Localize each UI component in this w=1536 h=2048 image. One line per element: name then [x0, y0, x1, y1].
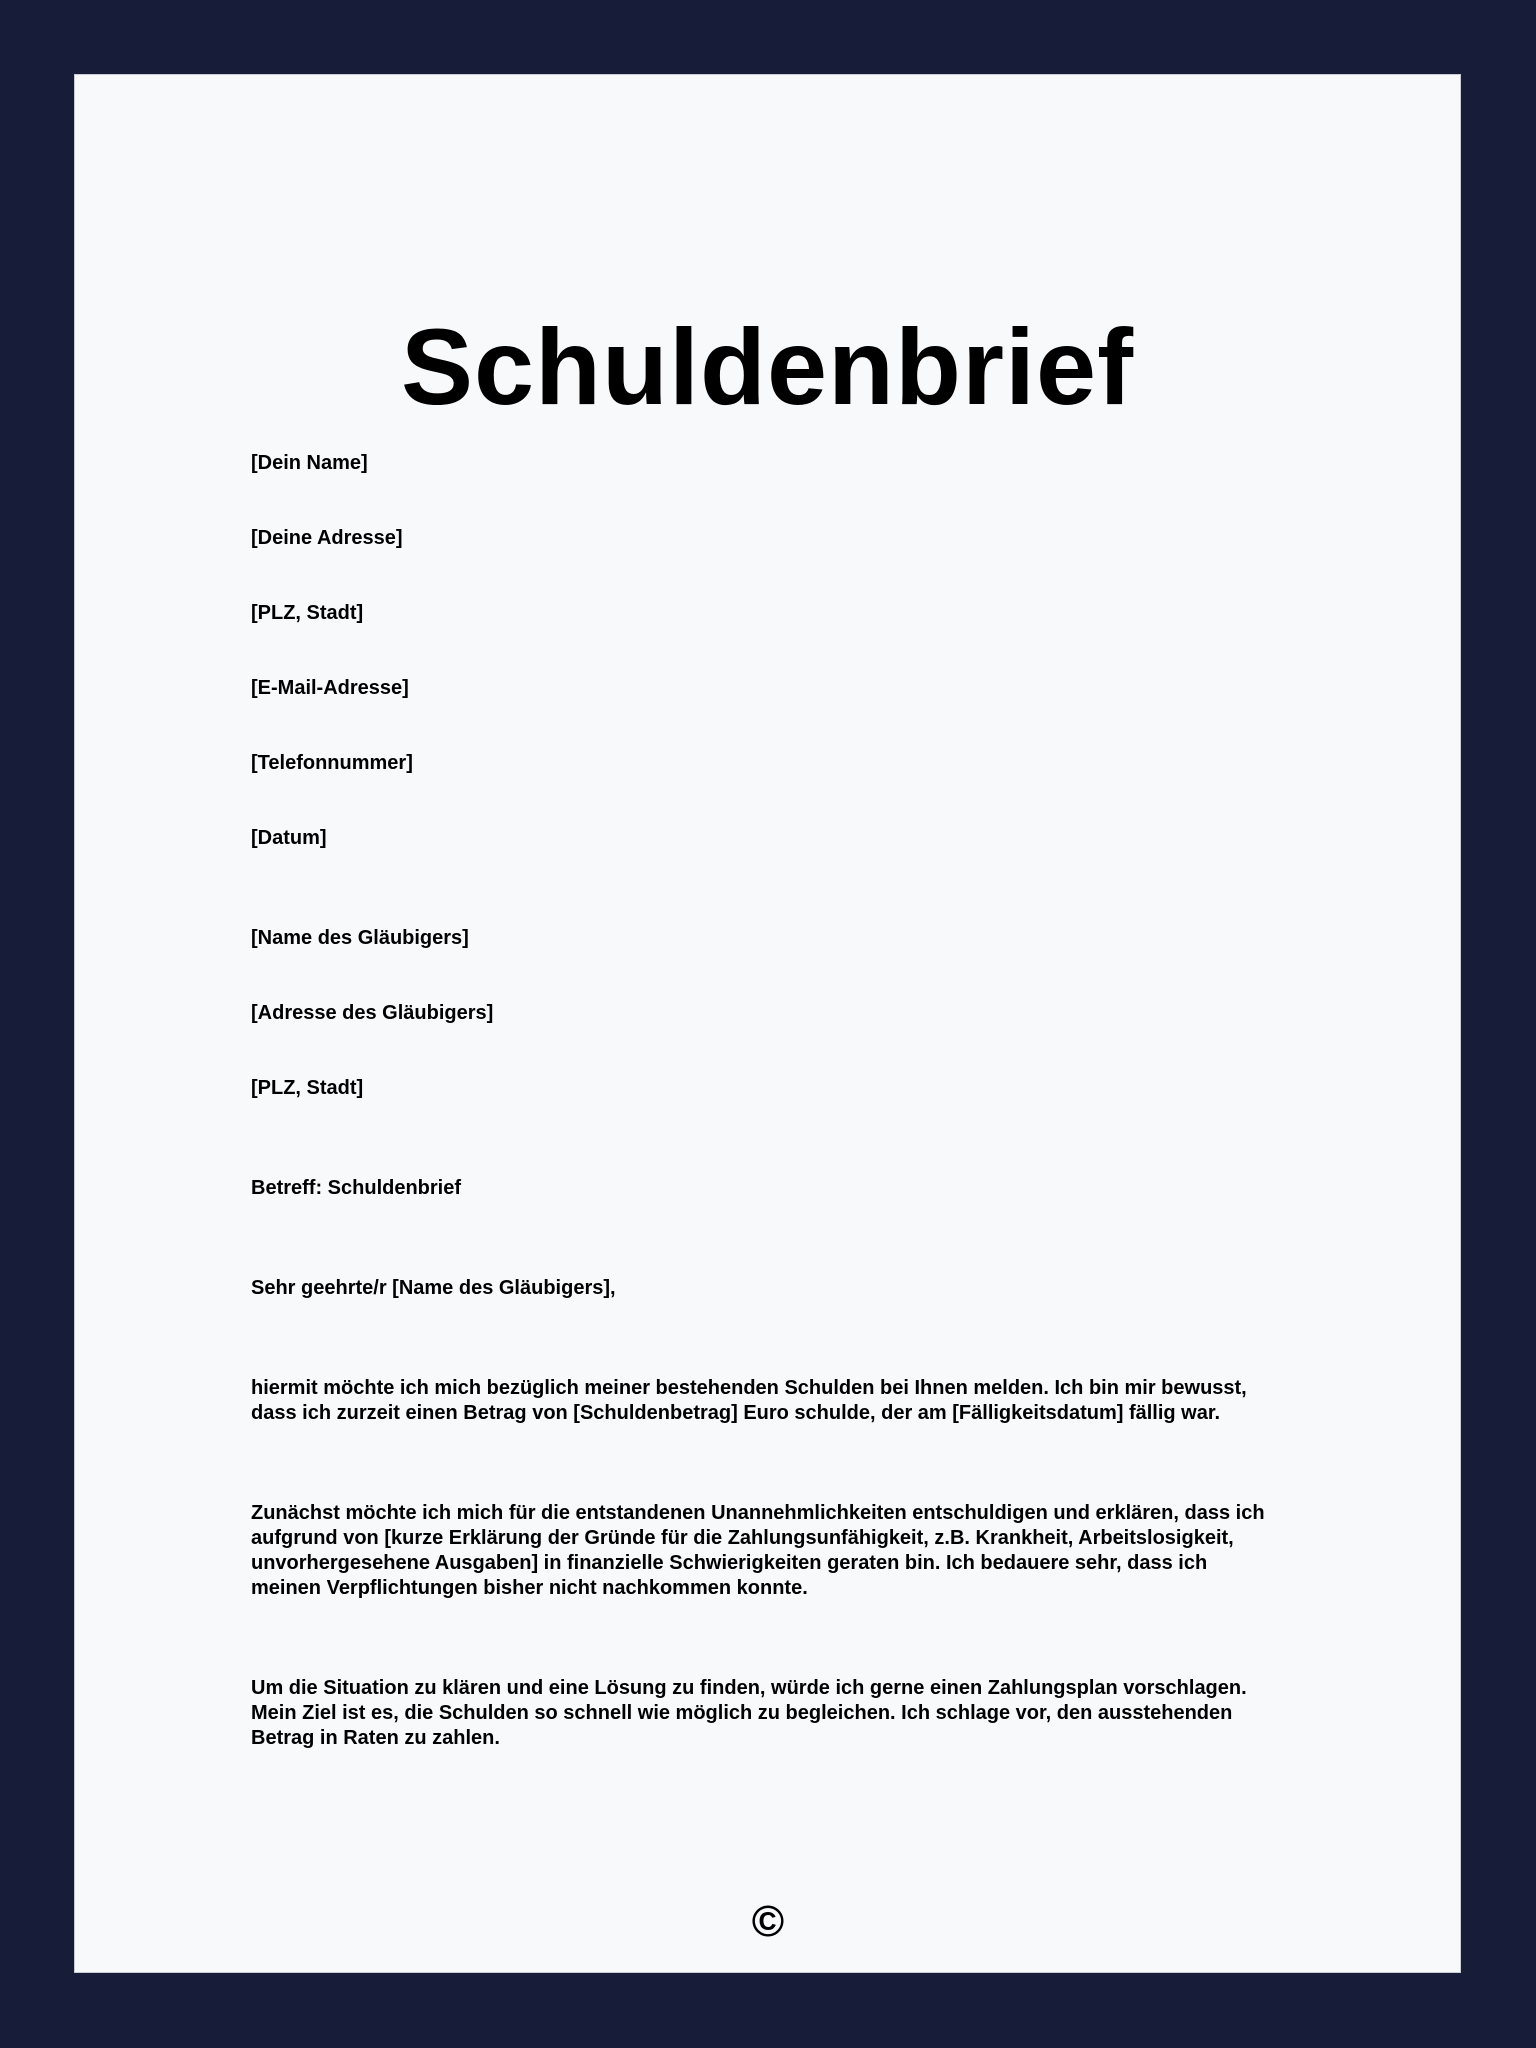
sender-name: [Dein Name]	[251, 452, 368, 474]
recipient-name: [Name des Gläubigers]	[251, 927, 469, 949]
paragraph-line: Mein Ziel ist es, die Schulden so schnell wie möglich zu begleichen. Ich schlage vor, den ausstehenden	[251, 1702, 1233, 1724]
paragraph-line: dass ich zurzeit einen Betrag von [Schuldenbetrag] Euro schulde, der am [Fälligkeitsdatum] fällig war.	[251, 1402, 1221, 1424]
paragraph-line: meinen Verpflichtungen bisher nicht nachkommen konnte.	[251, 1577, 808, 1599]
paragraph-line: hiermit möchte ich mich bezüglich meiner bestehenden Schulden bei Ihnen melden. Ich bin mir bewusst,	[251, 1377, 1247, 1399]
recipient-city: [PLZ, Stadt]	[251, 1077, 364, 1099]
sender-city: [PLZ, Stadt]	[251, 602, 364, 624]
paragraph-line: Um die Situation zu klären und eine Lösung zu finden, würde ich gerne einen Zahlungsplan vorschlagen.	[251, 1677, 1247, 1699]
sender-phone: [Telefonnummer]	[251, 752, 413, 774]
body-paragraph	[251, 1376, 1291, 1426]
sender-email: [E-Mail-Adresse]	[251, 677, 409, 699]
paragraph-line: Betrag in Raten zu zahlen.	[251, 1727, 500, 1749]
letter-date: [Datum]	[251, 827, 327, 849]
body-paragraph	[251, 1676, 1291, 1751]
letter-page	[74, 74, 1461, 1973]
copyright-icon: ©	[751, 1897, 785, 1946]
paragraph-line: unvorhergesehene Ausgaben] in finanzielle Schwierigkeiten geraten bin. Ich bedauere sehr, dass ich	[251, 1552, 1208, 1574]
subject-line: Betreff: Schuldenbrief	[251, 1177, 462, 1199]
document-title: Schuldenbrief	[400, 306, 1135, 427]
salutation: Sehr geehrte/r [Name des Gläubigers],	[251, 1277, 616, 1299]
body-paragraph	[251, 1501, 1291, 1601]
paragraph-line: Zunächst möchte ich mich für die entstandenen Unannehmlichkeiten entschuldigen und erklären, dass ich	[251, 1502, 1265, 1524]
recipient-address: [Adresse des Gläubigers]	[251, 1002, 494, 1024]
paragraph-line: aufgrund von [kurze Erklärung der Gründe für die Zahlungsunfähigkeit, z.B. Krankheit, Arbeitslosigkeit,	[251, 1527, 1234, 1549]
sender-address: [Deine Adresse]	[251, 527, 403, 549]
